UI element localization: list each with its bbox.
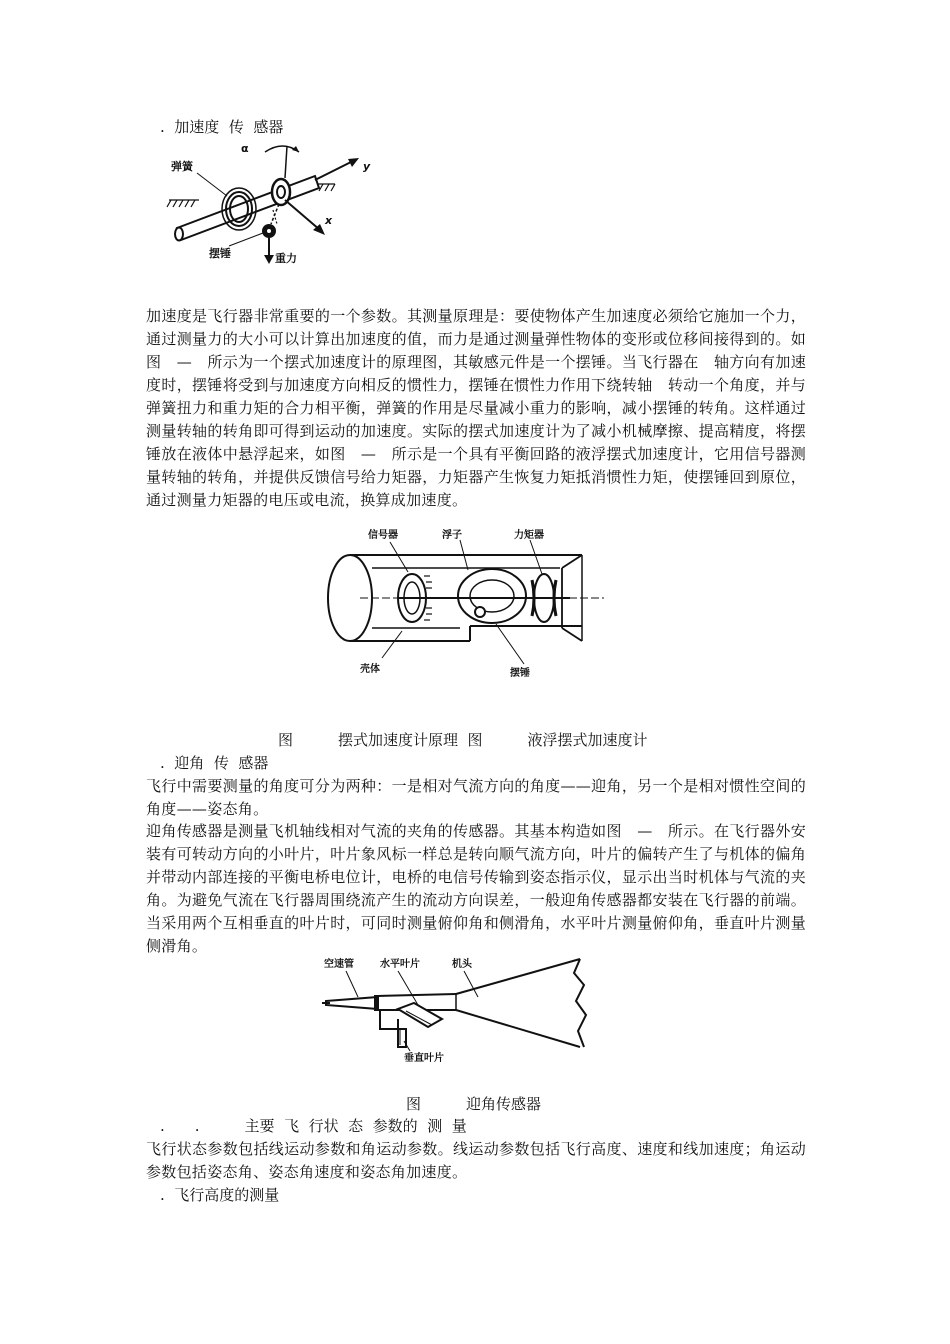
pendulum-label-2: 摆锤 (510, 668, 530, 679)
shell-label: 壳体 (360, 664, 380, 675)
pendulum-label: 摆锤 (209, 247, 231, 260)
floated-accelerometer-figure (320, 526, 610, 681)
alpha-label: α (241, 142, 249, 155)
x-axis-label: x (325, 214, 333, 227)
gravity-label: 重力 (275, 252, 297, 265)
y-axis-label: y (363, 160, 371, 173)
pitot-tube-label: 空速管 (324, 959, 354, 970)
aoa-sensor-figure (318, 955, 588, 1065)
altitude-heading: . 飞行高度的测量 (160, 1186, 280, 1204)
spring-label: 弹簧 (171, 160, 193, 173)
aoa-paragraph-2: 迎角传感器是测量飞机轴线相对气流的夹角的传感器。其基本构造如图 — 所示。在飞行器外安装有可转动方向的小叶片，叶片象风标一样总是转向顺气流方向，叶片的偏转产生了与机体的偏角并带动内部连接的平衡电桥电位计，电桥的电信号传输到姿态指示仪，显示出当时机体与气流的夹角。为避免气流在飞行器周围绕流产生的流动方向误差，一般迎角传感器都安装在飞行器的前端。当采用两个互相垂直的叶片时，可同时测量俯仰角和侧滑角，水平叶片测量俯仰角，垂直叶片测量侧滑角。 (146, 822, 806, 955)
accel-paragraph: 加速度是飞行器非常重要的一个参数。其测量原理是：要使物体产生加速度必须给它施加一个力，通过测量力的大小可以计算出加速度的值，而力是通过测量弹性物体的变形或位移间接得到的。如图 — 所示为一个摆式加速度计的原理图，其敏感元件是一个摆锤。当飞行器在 轴方向有加速度时，摆锤将受到与加速度方向相反的惯性力，摆锤在惯性力作用下绕转轴 转动一个角度，并与弹簧扭力和重力矩的合力相平衡，弹簧的作用是尽量减小重力的影响，减小摆锤的转角。这样通过测量转轴的转角即可得到运动的加速度。实际的摆式加速度计为了减小机械摩擦、提高精度，将摆锤放在液体中悬浮起来，如图 — 所示是一个具有平衡回路的液浮摆式加速度计，它用信号器测量转轴的转角，并提供反馈信号给力矩器，力矩器产生恢复力矩抵消惯性力矩，使摆锤回到原位，通过测量力矩器的电压或电流，换算成加速度。 (146, 307, 806, 509)
main-params-heading: . . 主要 飞 行状 态 参数的 测 量 (160, 1117, 467, 1135)
flight-params-paragraph: 飞行状态参数包括线运动参数和角运动参数。线运动参数包括飞行高度、速度和线加速度；角运动参数包括姿态角、姿态角速度和姿态角加速度。 (146, 1140, 806, 1181)
figure-caption-1: 图 摆式加速度计原理 图 液浮摆式加速度计 (278, 731, 648, 749)
signaler-label: 信号器 (368, 530, 398, 541)
horizontal-vane-label: 水平叶片 (380, 959, 420, 970)
vertical-vane-label: 垂直叶片 (404, 1053, 444, 1064)
aoa-paragraph-1: 飞行中需要测量的角度可分为两种：一是相对气流方向的角度——迎角，另一个是相对惯性空间的角度——姿态角。 (146, 777, 806, 818)
aoa-sensor-heading: . 迎角 传 感器 (160, 754, 269, 772)
accel-sensor-heading: . 加速度 传 感器 (160, 118, 284, 136)
torquer-label: 力矩器 (514, 530, 544, 541)
nose-label: 机头 (452, 959, 472, 970)
float-label: 浮子 (442, 530, 462, 541)
pendulum-accelerometer-figure (165, 138, 380, 273)
figure-caption-2: 图 迎角传感器 (406, 1095, 542, 1113)
